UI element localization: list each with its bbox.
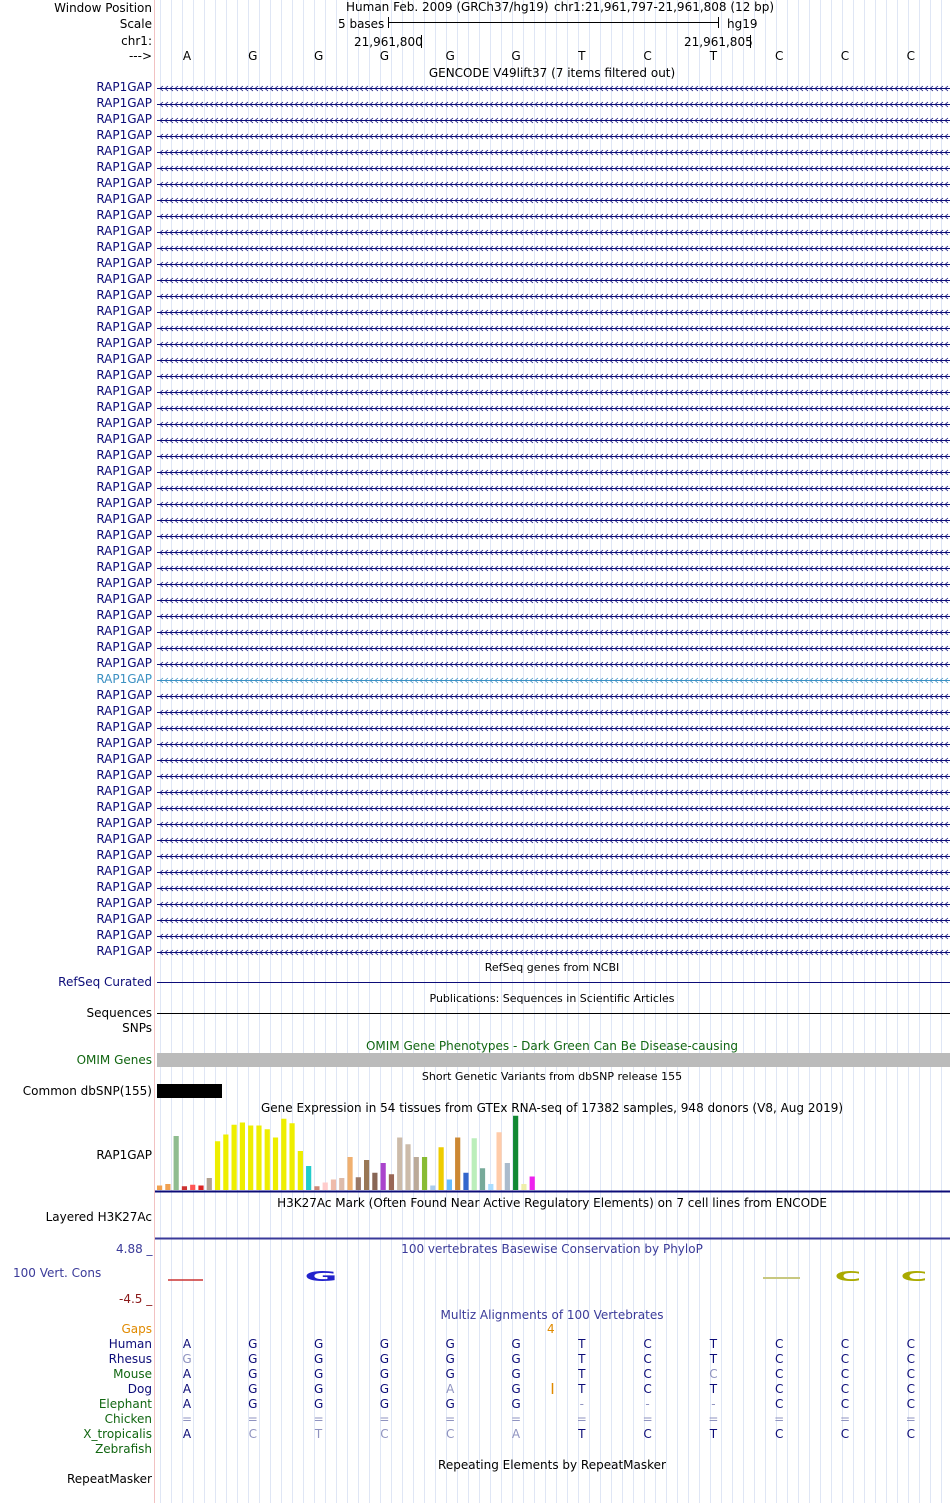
gtex-tissue-bar (521, 1184, 526, 1190)
alignment-base: = (905, 1412, 916, 1426)
gencode-gene-label[interactable]: RAP1GAP (96, 928, 152, 942)
gtex-tissue-bar (289, 1123, 294, 1190)
gencode-gene-label[interactable]: RAP1GAP (96, 736, 152, 750)
gencode-gene-label[interactable]: RAP1GAP (96, 432, 152, 446)
gtex-track-title[interactable]: Gene Expression in 54 tissues from GTEx RNA-seq of 17382 samples, 948 donors (V8, Aug 2019) (260, 1101, 844, 1115)
dbsnp-track-title[interactable]: Short Genetic Variants from dbSNP release 155 (421, 1070, 683, 1083)
alignment-base: = (379, 1412, 390, 1426)
alignment-base: G (313, 1367, 324, 1381)
alignment-base: G (445, 1367, 455, 1381)
gencode-gene-label[interactable]: RAP1GAP (96, 224, 152, 238)
scale-db: hg19 (727, 17, 758, 31)
phylop-glyph-c: C (834, 1269, 862, 1285)
gencode-gene-label[interactable]: RAP1GAP (96, 240, 152, 254)
alignment-base: C (906, 1427, 915, 1441)
alignment-base: C (774, 1397, 784, 1411)
multiz-track-title[interactable]: Multiz Alignments of 100 Vertebrates (440, 1308, 664, 1322)
gtex-tissue-bar (422, 1157, 427, 1190)
gtex-tissue-bar (505, 1163, 510, 1190)
chrom-label: chr1: (121, 34, 152, 48)
species-label[interactable]: Rhesus (108, 1352, 152, 1366)
base-letter: G (313, 49, 324, 63)
alignment-base: G (313, 1352, 324, 1366)
gtex-tissue-bar (347, 1157, 352, 1190)
base-letter: G (511, 49, 521, 63)
alignment-base: C (906, 1337, 915, 1351)
alignment-base: C (774, 1337, 784, 1351)
alignment-base: G (248, 1352, 258, 1366)
alignment-base: G (511, 1367, 521, 1381)
gtex-tissue-bar (273, 1138, 278, 1191)
base-letter: C (774, 49, 784, 63)
gencode-gene-label[interactable]: RAP1GAP (96, 160, 152, 174)
alignment-base: - (579, 1397, 584, 1411)
alignment-base: C (643, 1352, 652, 1366)
alignment-base: C (643, 1427, 652, 1441)
gencode-gene-label[interactable]: RAP1GAP (96, 192, 152, 206)
gencode-gene-label[interactable]: RAP1GAP (96, 256, 152, 270)
alignment-base: G (445, 1352, 455, 1366)
gtex-tissue-bar (414, 1157, 419, 1190)
alignment-base: G (313, 1382, 324, 1396)
alignment-base: = (708, 1412, 719, 1426)
gtex-tissue-bar (439, 1147, 444, 1190)
gencode-gene-label[interactable]: RAP1GAP (96, 384, 152, 398)
alignment-base: T (578, 1337, 586, 1351)
dbsnp-label[interactable]: Common dbSNP(155) (22, 1084, 152, 1098)
window-position-label: Window Position (54, 1, 152, 15)
base-letter: G (445, 49, 455, 63)
gtex-tissue-bar (190, 1185, 195, 1190)
alignment-base: C (774, 1382, 784, 1396)
gtex-tissue-bar (480, 1168, 485, 1190)
species-label[interactable]: Chicken (104, 1412, 152, 1426)
gtex-tissue-bar (364, 1160, 369, 1190)
gtex-tissue-bar (430, 1186, 435, 1191)
position-text: chr1:21,961,797-21,961,808 (12 bp) (554, 0, 775, 14)
gencode-gene-label[interactable]: RAP1GAP (96, 304, 152, 318)
position-right: 21,961,805 (684, 35, 753, 49)
gtex-tissue-bar (232, 1125, 237, 1190)
gencode-gene-label[interactable]: RAP1GAP (96, 704, 152, 718)
gtex-tissue-bar (298, 1151, 303, 1190)
alignment-base: = (642, 1412, 653, 1426)
alignment-base: G (511, 1382, 521, 1396)
h3k27ac-label[interactable]: Layered H3K27Ac (45, 1210, 152, 1224)
alignment-base: G (445, 1397, 455, 1411)
gtex-tissue-bar (389, 1174, 394, 1190)
alignment-base: G (379, 1382, 390, 1396)
alignment-base: T (709, 1427, 718, 1441)
gencode-gene-label[interactable]: RAP1GAP (96, 272, 152, 286)
gtex-tissue-bar (174, 1136, 179, 1190)
gtex-tissue-bar (397, 1138, 402, 1191)
alignment-base: = (247, 1412, 258, 1426)
gencode-gene-label[interactable]: RAP1GAP (96, 752, 152, 766)
alignment-base: T (709, 1352, 718, 1366)
alignment-base: C (906, 1367, 915, 1381)
repeatmasker-label[interactable]: RepeatMasker (66, 1472, 152, 1486)
gtex-tissue-bar (372, 1173, 377, 1190)
alignment-base: C (774, 1427, 784, 1441)
gencode-gene-label[interactable]: RAP1GAP (96, 544, 152, 558)
alignment-base: C (445, 1427, 455, 1441)
gencode-gene-label[interactable]: RAP1GAP (96, 640, 152, 654)
gencode-gene-label[interactable]: RAP1GAP (96, 864, 152, 878)
alignment-base: C (906, 1397, 915, 1411)
base-letter: T (709, 49, 718, 63)
gtex-tissue-bar (306, 1166, 311, 1190)
gencode-gene-label[interactable]: RAP1GAP (96, 416, 152, 430)
gencode-gene-label[interactable]: RAP1GAP (96, 176, 152, 190)
alignment-base: C (840, 1337, 850, 1351)
gencode-gene-label[interactable]: RAP1GAP (96, 816, 152, 830)
alignment-base: C (906, 1382, 915, 1396)
alignment-base: C (840, 1427, 850, 1441)
base-letter: G (248, 49, 258, 63)
gencode-gene-label[interactable]: RAP1GAP (96, 128, 152, 142)
alignment-base: = (445, 1412, 456, 1426)
gtex-tissue-bar (182, 1186, 187, 1190)
alignment-base: C (709, 1367, 718, 1381)
alignment-base: T (709, 1382, 718, 1396)
species-label[interactable]: X_tropicalis (83, 1427, 152, 1441)
gencode-gene-label[interactable]: RAP1GAP (96, 576, 152, 590)
gencode-gene-label[interactable]: RAP1GAP (96, 336, 152, 350)
gencode-gene-label[interactable]: RAP1GAP (96, 144, 152, 158)
alignment-base: A (182, 1382, 192, 1396)
gencode-gene-label[interactable]: RAP1GAP (96, 848, 152, 862)
phylop-min: -4.5 _ (119, 1292, 153, 1306)
alignment-base: G (511, 1337, 521, 1351)
gtex-tissue-bar (513, 1116, 518, 1190)
scale-text: 5 bases (338, 17, 385, 31)
gtex-tissue-bar (207, 1178, 212, 1190)
gencode-gene-label[interactable]: RAP1GAP (96, 96, 152, 110)
gtex-tissue-bar (455, 1138, 460, 1191)
species-label[interactable]: Zebrafish (95, 1442, 152, 1456)
alignment-base: T (709, 1337, 718, 1351)
gtex-tissue-bar (463, 1173, 468, 1190)
gencode-gene-label[interactable]: RAP1GAP (96, 656, 152, 670)
strand-label: ---> (128, 49, 152, 63)
base-letter: C (643, 49, 652, 63)
alignment-base: C (840, 1367, 850, 1381)
omim-label[interactable]: OMIM Genes (76, 1053, 152, 1067)
alignment-base: = (576, 1412, 587, 1426)
gtex-tissue-bar (256, 1126, 261, 1191)
gencode-gene-label[interactable]: RAP1GAP (96, 528, 152, 542)
gencode-gene-label[interactable]: RAP1GAP (96, 464, 152, 478)
species-label[interactable]: Dog (127, 1382, 152, 1396)
gencode-gene-label[interactable]: RAP1GAP (96, 912, 152, 926)
alignment-base: G (379, 1397, 390, 1411)
gtex-tissue-bar (215, 1141, 220, 1190)
refseq-track-title[interactable]: RefSeq genes from NCBI (484, 961, 620, 974)
gencode-gene-label[interactable]: RAP1GAP (96, 320, 152, 334)
alignment-base: A (446, 1382, 455, 1396)
alignment-base: G (511, 1352, 521, 1366)
alignment-base: C (380, 1427, 389, 1441)
alignment-base: G (445, 1337, 455, 1351)
position-left: 21,961,800 (354, 35, 423, 49)
base-letter: T (578, 49, 586, 63)
gtex-tissue-bar (405, 1144, 410, 1190)
alignment-base: G (182, 1352, 192, 1366)
alignment-base: T (314, 1427, 323, 1441)
dbsnp-variant (157, 1084, 222, 1098)
gtex-tissue-bar (331, 1180, 336, 1191)
alignment-base: G (379, 1337, 390, 1351)
gtex-tissue-bar (281, 1119, 286, 1190)
assembly-title: Human Feb. 2009 (GRCh37/hg19) (346, 0, 549, 14)
alignment-base: G (511, 1397, 521, 1411)
gap-count: 4 (547, 1322, 555, 1336)
gtex-tissue-bar (198, 1186, 203, 1191)
gencode-gene-label[interactable]: RAP1GAP (96, 688, 152, 702)
alignment-base: A (182, 1367, 192, 1381)
gencode-gene-label[interactable]: RAP1GAP (96, 288, 152, 302)
alignment-base: = (313, 1412, 324, 1426)
gencode-gene-label[interactable]: RAP1GAP (96, 80, 152, 94)
gtex-tissue-bar (339, 1178, 344, 1190)
gencode-gene-label[interactable]: RAP1GAP (96, 944, 152, 958)
gtex-tissue-bar (157, 1186, 162, 1191)
alignment-base: C (840, 1382, 850, 1396)
alignment-base: C (643, 1337, 652, 1351)
gtex-tissue-bar (530, 1177, 535, 1191)
alignment-base: A (182, 1337, 192, 1351)
gencode-gene-label[interactable]: RAP1GAP (96, 672, 152, 686)
gtex-tissue-bar (240, 1123, 245, 1191)
alignment-base: G (248, 1367, 258, 1381)
gtex-tissue-bar (314, 1186, 319, 1190)
alignment-base: - (645, 1397, 650, 1411)
gencode-gene-label[interactable]: RAP1GAP (96, 880, 152, 894)
alignment-base: C (774, 1352, 784, 1366)
gencode-gene-label[interactable]: RAP1GAP (96, 496, 152, 510)
alignment-base: A (511, 1427, 521, 1441)
gtex-tissue-bar (248, 1126, 253, 1191)
gencode-gene-label[interactable]: RAP1GAP (96, 784, 152, 798)
alignment-base: C (906, 1352, 915, 1366)
alignment-base: C (643, 1367, 652, 1381)
alignment-base: G (248, 1337, 258, 1351)
gtex-tissue-bar (488, 1184, 493, 1190)
pubs-track-title[interactable]: Publications: Sequences in Scientific Articles (429, 992, 675, 1005)
gencode-gene-label[interactable]: RAP1GAP (96, 624, 152, 638)
alignment-base: G (313, 1337, 324, 1351)
alignment-base: T (578, 1427, 586, 1441)
gtex-tissue-bar (323, 1183, 328, 1191)
alignment-base: G (379, 1367, 390, 1381)
gencode-gene-label[interactable]: RAP1GAP (96, 896, 152, 910)
alignment-base: - (711, 1397, 716, 1411)
scale-label: Scale (119, 17, 152, 31)
gencode-gene-label[interactable]: RAP1GAP (96, 720, 152, 734)
alignment-base: T (578, 1352, 586, 1366)
gencode-gene-label[interactable]: RAP1GAP (96, 448, 152, 462)
omim-bar (157, 1053, 950, 1067)
gencode-gene-label[interactable]: RAP1GAP (96, 352, 152, 366)
gencode-gene-label[interactable]: RAP1GAP (96, 608, 152, 622)
alignment-base: = (510, 1412, 522, 1426)
alignment-base: A (182, 1397, 192, 1411)
gencode-gene-label[interactable]: RAP1GAP (96, 800, 152, 814)
gencode-gene-label[interactable]: RAP1GAP (96, 400, 152, 414)
alignment-base: G (248, 1382, 258, 1396)
base-letter: C (906, 49, 915, 63)
omim-track-title[interactable]: OMIM Gene Phenotypes - Dark Green Can Be Disease-causing (365, 1039, 739, 1053)
base-letter: A (182, 49, 192, 63)
alignment-base: C (643, 1382, 652, 1396)
alignment-base: C (774, 1367, 784, 1381)
phylop-label[interactable]: 100 Vert. Cons (13, 1266, 102, 1280)
gencode-gene-label[interactable]: RAP1GAP (96, 512, 152, 526)
alignment-base: C (248, 1427, 257, 1441)
alignment-base: C (840, 1397, 850, 1411)
gencode-gene-label[interactable]: RAP1GAP (96, 368, 152, 382)
h3k27ac-track-title[interactable]: H3K27Ac Mark (Often Found Near Active Regulatory Elements) on 7 cell lines from ENCODE (277, 1196, 827, 1210)
gencode-gene-label[interactable]: RAP1GAP (96, 832, 152, 846)
alignment-base: T (578, 1382, 586, 1396)
gencode-track-title[interactable]: GENCODE V49lift37 (7 items filtered out) (428, 66, 676, 80)
pubs-label[interactable]: Sequences (86, 1006, 152, 1020)
alignment-base: C (840, 1352, 850, 1366)
alignment-base: = (181, 1412, 193, 1426)
base-letter: C (840, 49, 850, 63)
alignment-base: = (774, 1412, 785, 1426)
gtex-tissue-bar (381, 1163, 386, 1190)
gtex-tissue-bar (223, 1135, 228, 1191)
phylop-track-title[interactable]: 100 vertebrates Basewise Conservation by PhyloP (401, 1242, 703, 1256)
gtex-tissue-bar (165, 1184, 170, 1190)
gencode-gene-label[interactable]: RAP1GAP (96, 560, 152, 574)
alignment-base: G (379, 1352, 390, 1366)
snps-label[interactable]: SNPs (122, 1021, 152, 1035)
alignment-base: G (313, 1397, 324, 1411)
repeatmasker-track-title[interactable]: Repeating Elements by RepeatMasker (438, 1458, 666, 1472)
alignment-base: A (182, 1427, 192, 1441)
alignment-base: = (839, 1412, 851, 1426)
gtex-tissue-bar (496, 1132, 501, 1190)
alignment-base: T (578, 1367, 586, 1381)
gtex-tissue-bar (265, 1129, 270, 1190)
gencode-gene-label[interactable]: RAP1GAP (96, 112, 152, 126)
gencode-gene-label[interactable]: RAP1GAP (96, 208, 152, 222)
refseq-label[interactable]: RefSeq Curated (58, 975, 152, 989)
phylop-glyph-c: C (900, 1269, 928, 1285)
gtex-tissue-bar (356, 1177, 361, 1190)
gtex-label[interactable]: RAP1GAP (96, 1148, 152, 1162)
gencode-gene-label[interactable]: RAP1GAP (96, 768, 152, 782)
gencode-gene-label[interactable]: RAP1GAP (96, 592, 152, 606)
gtex-tissue-bar (472, 1138, 477, 1190)
alignment-base: G (248, 1397, 258, 1411)
species-label[interactable]: Human (108, 1337, 152, 1351)
phylop-max: 4.88 _ (116, 1242, 153, 1256)
phylop-glyph-g: G (304, 1269, 338, 1285)
species-label[interactable]: Elephant (98, 1397, 152, 1411)
gencode-gene-label[interactable]: RAP1GAP (96, 480, 152, 494)
gtex-tissue-bar (447, 1180, 452, 1191)
base-letter: G (379, 49, 390, 63)
gaps-label: Gaps (121, 1322, 152, 1336)
species-label[interactable]: Mouse (113, 1367, 152, 1381)
